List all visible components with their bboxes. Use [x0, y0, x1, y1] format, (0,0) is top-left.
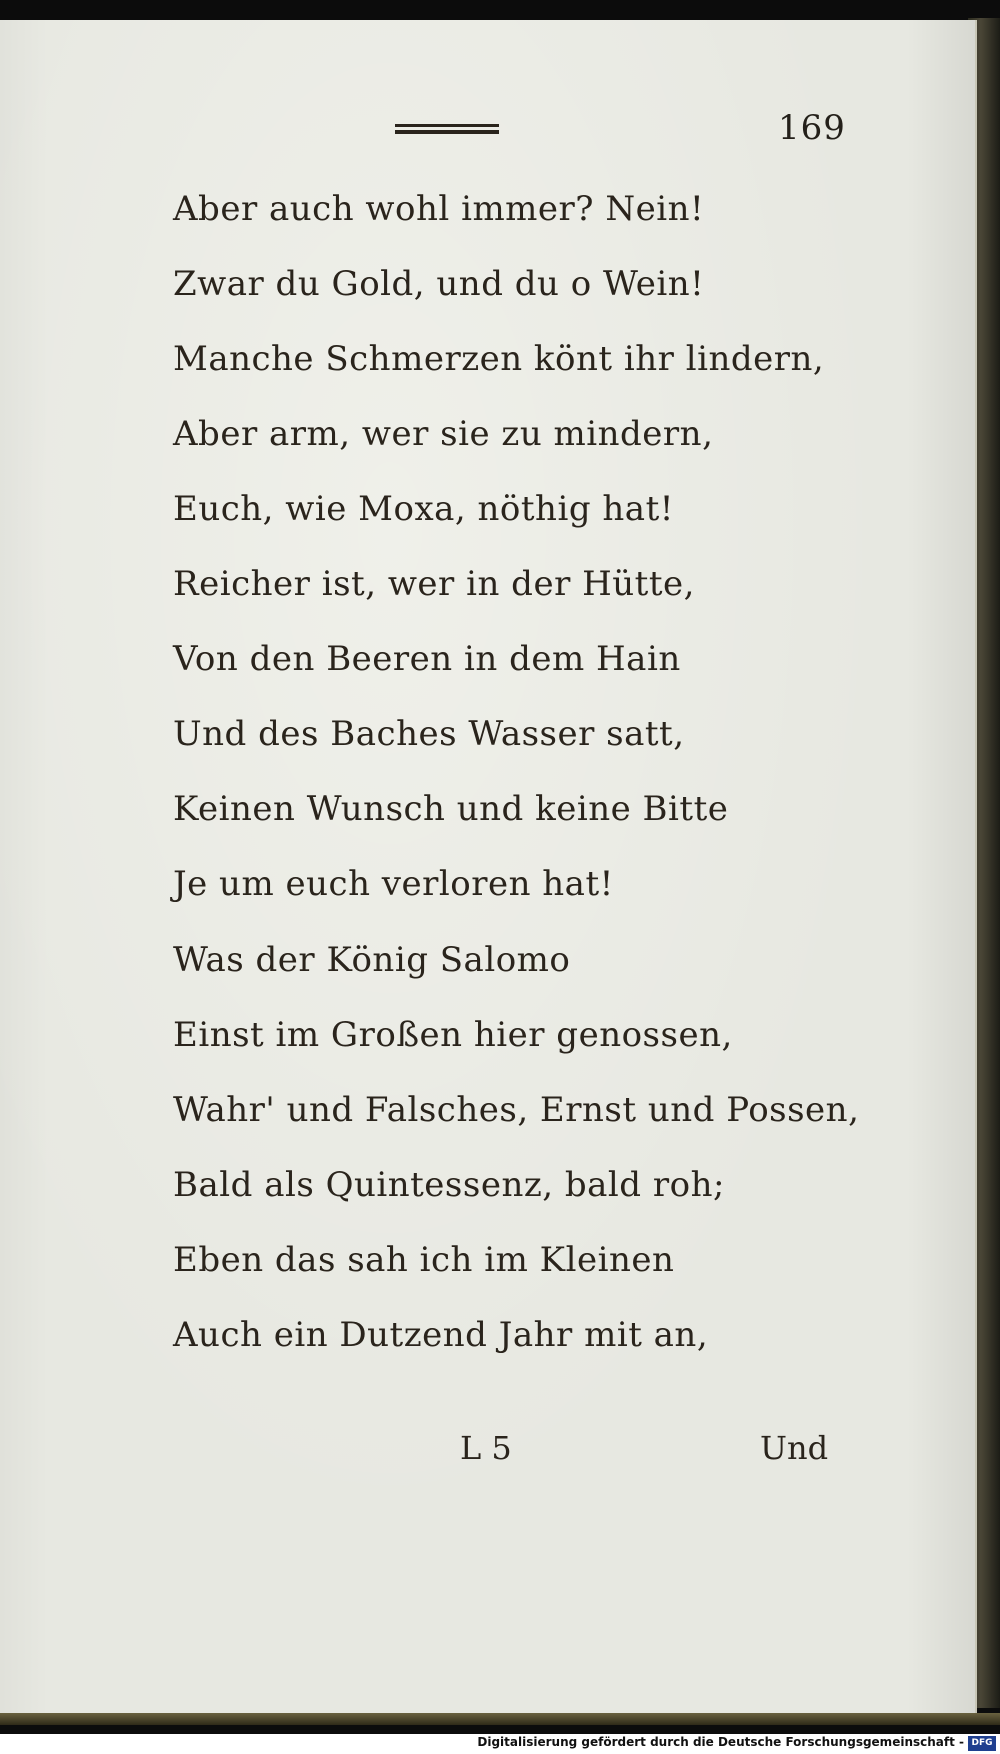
verse-line: Euch, wie Moxa, nöthig hat! [173, 489, 674, 529]
verse-line: Zwar du Gold, und du o Wein! [173, 264, 705, 304]
header-rule [395, 124, 499, 134]
funding-notice: Digitalisierung gefördert durch die Deutsche Forschungsgemeinschaft - [477, 1735, 964, 1749]
digitization-footer [0, 1734, 1000, 1754]
catchword: Und [760, 1429, 829, 1467]
page-number: 169 [778, 108, 846, 148]
verse-line: Eben das sah ich im Kleinen [173, 1240, 675, 1280]
signature-mark: L 5 [460, 1429, 512, 1467]
verse-line: Je um euch verloren hat! [173, 864, 614, 904]
verse-line: Was der König Salomo [173, 940, 571, 980]
verse-line: Auch ein Dutzend Jahr mit an, [173, 1315, 709, 1355]
verse-line: Aber arm, wer sie zu mindern, [173, 414, 714, 454]
dfg-logo: DFG [968, 1736, 996, 1751]
verse-line: Aber auch wohl immer? Nein! [173, 189, 705, 229]
verse-line: Wahr' und Falsches, Ernst und Possen, [173, 1090, 860, 1130]
verse-line: Einst im Großen hier genossen, [173, 1015, 733, 1055]
verse-line: Von den Beeren in dem Hain [173, 639, 681, 679]
verse-line: Bald als Quintessenz, bald roh; [173, 1165, 725, 1205]
verse-line: Keinen Wunsch und keine Bitte [173, 789, 729, 829]
verse-line: Manche Schmerzen könt ihr lindern, [173, 339, 825, 379]
verse-line: Reicher ist, wer in der Hütte, [173, 564, 695, 604]
book-edge [0, 1713, 1000, 1725]
verse-line: Und des Baches Wasser satt, [173, 714, 685, 754]
